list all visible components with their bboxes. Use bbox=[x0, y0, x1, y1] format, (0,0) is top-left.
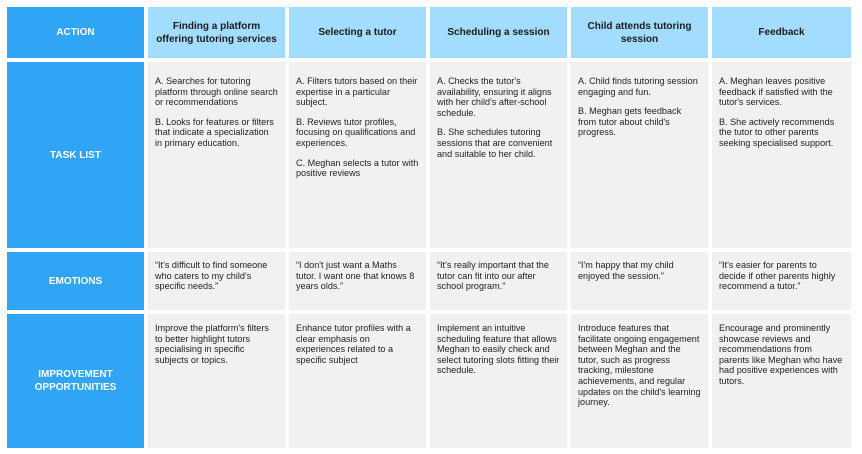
emotion-cell-finding-platform: “It's difficult to find someone who caters to my child's specific needs.” bbox=[148, 252, 285, 310]
task-item: A. Meghan leaves positive feedback if satisfied with the tutor's services. bbox=[719, 76, 833, 108]
stage-header-scheduling: Scheduling a session bbox=[430, 7, 567, 58]
task-cell-selecting-tutor bbox=[289, 62, 426, 248]
improvement-cell-child-attends: Introduce features that facilitate ongoing engagement between Meghan and the tutor, such as progress tracking, milestone achievements, and regular updates on the child's learning journey. bbox=[571, 314, 708, 448]
task-cell-scheduling bbox=[430, 62, 567, 248]
row-header-task-list: TASK LIST bbox=[7, 62, 144, 248]
stage-header-feedback: Feedback bbox=[712, 7, 851, 58]
task-item: B. She schedules tutoring sessions that are convenient and suitable to her child. bbox=[437, 127, 553, 159]
journey-map-table bbox=[7, 7, 851, 448]
task-item: A. Child finds tutoring session engaging and fun. bbox=[578, 76, 698, 97]
task-item: B. Looks for features or filters that indicate a specialization in primary education. bbox=[155, 116, 274, 148]
improvement-cell-selecting-tutor: Enhance tutor profiles with a clear emphasis on experiences related to a specific subject bbox=[289, 314, 426, 448]
row-header-action: ACTION bbox=[7, 7, 144, 58]
emotion-cell-feedback: “It's easier for parents to decide if other parents highly recommend a tutor.” bbox=[712, 252, 851, 310]
emotion-cell-selecting-tutor: “I don't just want a Maths tutor. I want one that knows 8 years olds.” bbox=[289, 252, 426, 310]
emotion-cell-scheduling: “It's really important that the tutor can fit into our after school program.” bbox=[430, 252, 567, 310]
task-item: B. Meghan gets feedback from tutor about child's progress. bbox=[578, 106, 682, 138]
task-cell-finding-platform bbox=[148, 62, 285, 248]
stage-header-finding-platform: Finding a platform offering tutoring services bbox=[148, 7, 285, 58]
improvement-cell-feedback: Encourage and prominently showcase reviews and recommendations from parents like Meghan who have had positive experiences with tutors. bbox=[712, 314, 851, 448]
improvement-cell-scheduling: Implement an intuitive scheduling feature that allows Meghan to easily check and select tutoring slots fitting their schedule. bbox=[430, 314, 567, 448]
row-header-improvement-opportunities: IMPROVEMENT OPPORTUNITIES bbox=[7, 314, 144, 448]
task-item: A. Checks the tutor's availability, ensuring it aligns with her child's after-school schedule. bbox=[437, 76, 552, 118]
task-cell-feedback bbox=[712, 62, 851, 248]
task-item: B. Reviews tutor profiles, focusing on qualifications and experiences. bbox=[296, 116, 416, 148]
stage-header-child-attends: Child attends tutoring session bbox=[571, 7, 708, 58]
emotion-cell-child-attends: “I'm happy that my child enjoyed the session.” bbox=[571, 252, 708, 310]
improvement-cell-finding-platform: Improve the platform's filters to better highlight tutors specialising in specific subjects or topics. bbox=[148, 314, 285, 448]
task-item: A. Filters tutors based on their expertise in a particular subject. bbox=[296, 76, 418, 108]
task-item: A. Searches for tutoring platform through online search or recommendations bbox=[155, 76, 278, 108]
task-item: C. Meghan selects a tutor with positive reviews bbox=[296, 157, 419, 179]
row-header-emotions: EMOTIONS bbox=[7, 252, 144, 310]
stage-header-selecting-tutor: Selecting a tutor bbox=[289, 7, 426, 58]
task-cell-child-attends bbox=[571, 62, 708, 248]
task-item: B. She actively recommends the tutor to other parents seeking specialised support. bbox=[719, 116, 835, 148]
